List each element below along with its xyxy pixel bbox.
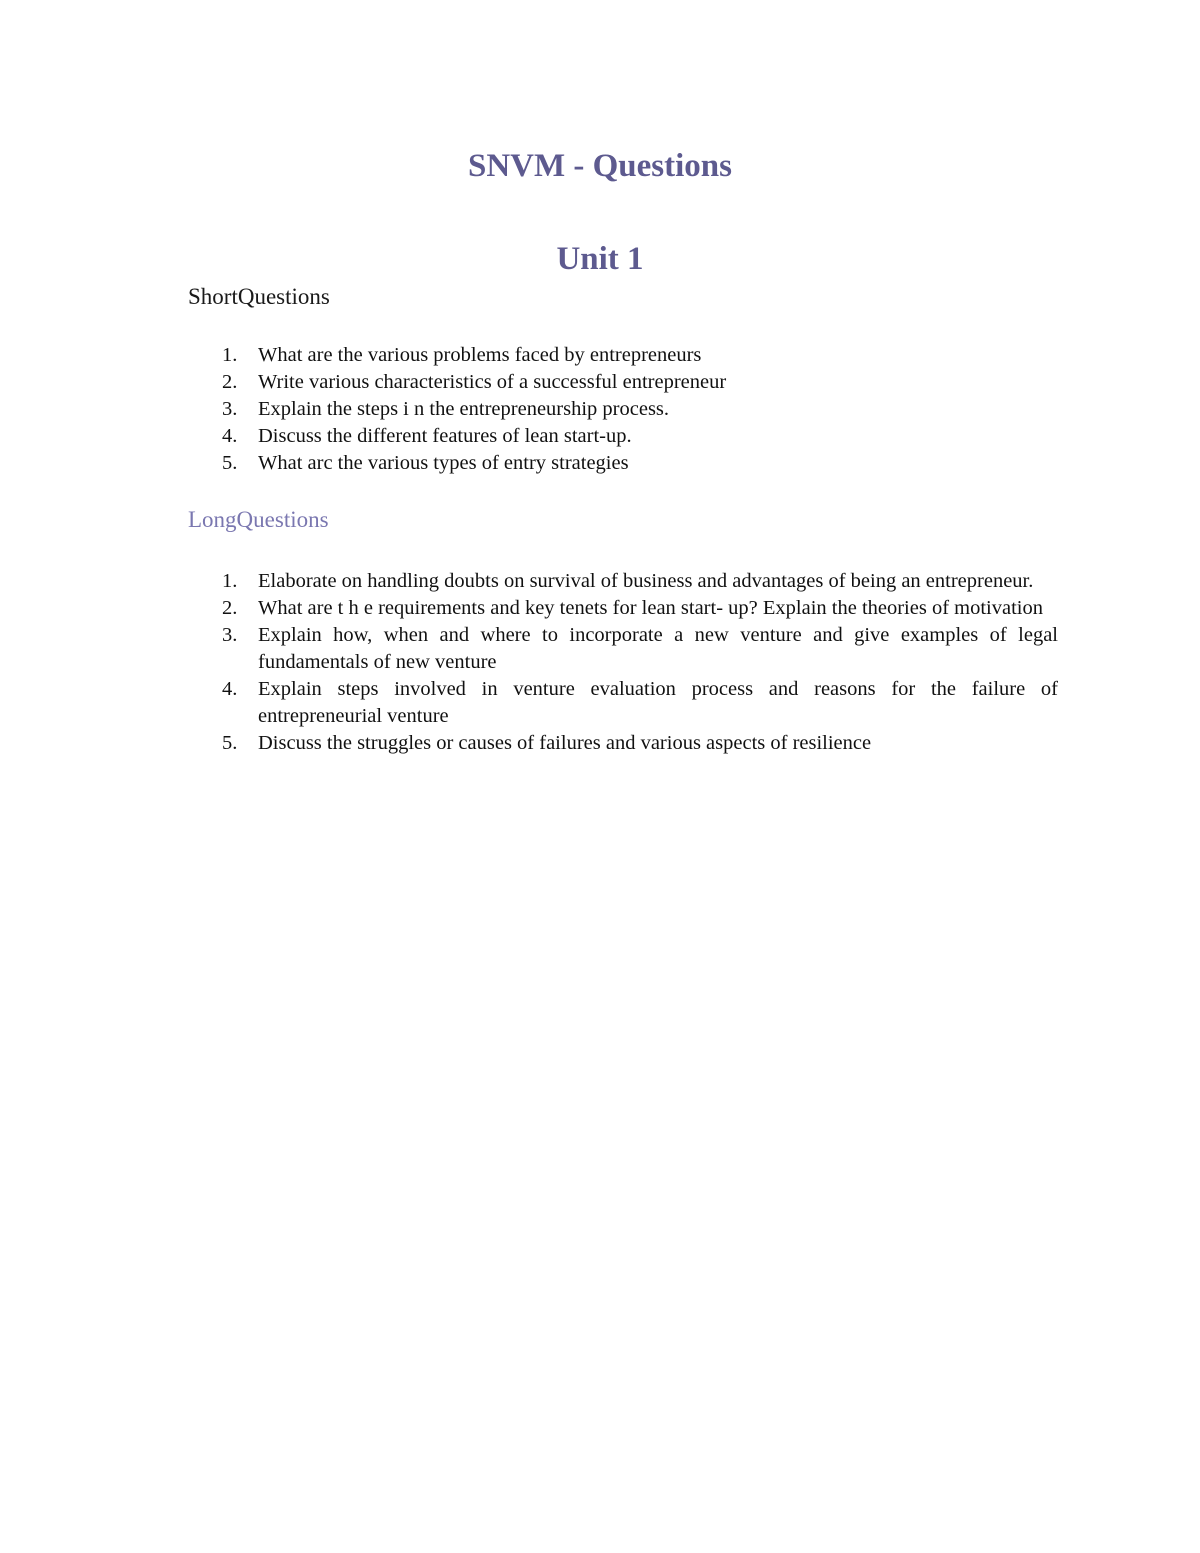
list-item-text: Discuss the struggles or causes of failures and various aspects of resilience — [258, 732, 872, 754]
list-item-number: 5. — [222, 732, 238, 754]
list-item — [188, 396, 1058, 423]
list-item-text: Explain steps involved in venture evaluation process and reasons for the failure of entrepreneurial venture — [258, 678, 1058, 727]
list-item-text: What are the various problems faced by entrepreneurs — [258, 344, 702, 366]
list-item-number: 1. — [222, 344, 238, 366]
list-item-text: What arc the various types of entry strategies — [258, 452, 629, 474]
short-questions-list — [188, 342, 1058, 477]
list-item-number: 3. — [222, 624, 238, 646]
list-item — [188, 730, 1058, 757]
list-item-number: 1. — [222, 570, 238, 592]
list-item — [188, 595, 1058, 622]
list-item-text: Explain how, when and where to incorporate a new venture and give examples of legal fundamentals of new venture — [258, 624, 1058, 673]
unit-title: Unit 1 — [556, 241, 644, 277]
list-item-text: Elaborate on handling doubts on survival of business and advantages of being an entrepreneur. — [258, 570, 1034, 592]
document-title: SNVM - Questions — [467, 148, 733, 184]
list-item — [188, 568, 1058, 595]
list-item — [188, 676, 1058, 730]
list-item-number: 2. — [222, 597, 238, 619]
short-questions-heading: ShortQuestions — [188, 284, 330, 309]
list-item-text: Write various characteristics of a successful entrepreneur — [258, 371, 727, 393]
list-item — [188, 423, 1058, 450]
list-item-number: 3. — [222, 398, 238, 420]
list-item-number: 2. — [222, 371, 238, 393]
list-item-text: What are t h e requirements and key tenets for lean start- up? Explain the theories of motivation — [258, 597, 1043, 619]
list-item-number: 4. — [222, 425, 238, 447]
list-item-text: Discuss the different features of lean start-up. — [258, 425, 632, 447]
list-item — [188, 369, 1058, 396]
list-item — [188, 622, 1058, 676]
list-item-text: Explain the steps i n the entrepreneurship process. — [258, 398, 670, 420]
long-questions-list — [188, 568, 1058, 757]
list-item — [188, 450, 1058, 477]
list-item-number: 4. — [222, 678, 238, 700]
list-item-number: 5. — [222, 452, 238, 474]
list-item — [188, 342, 1058, 369]
long-questions-heading: LongQuestions — [188, 507, 329, 532]
